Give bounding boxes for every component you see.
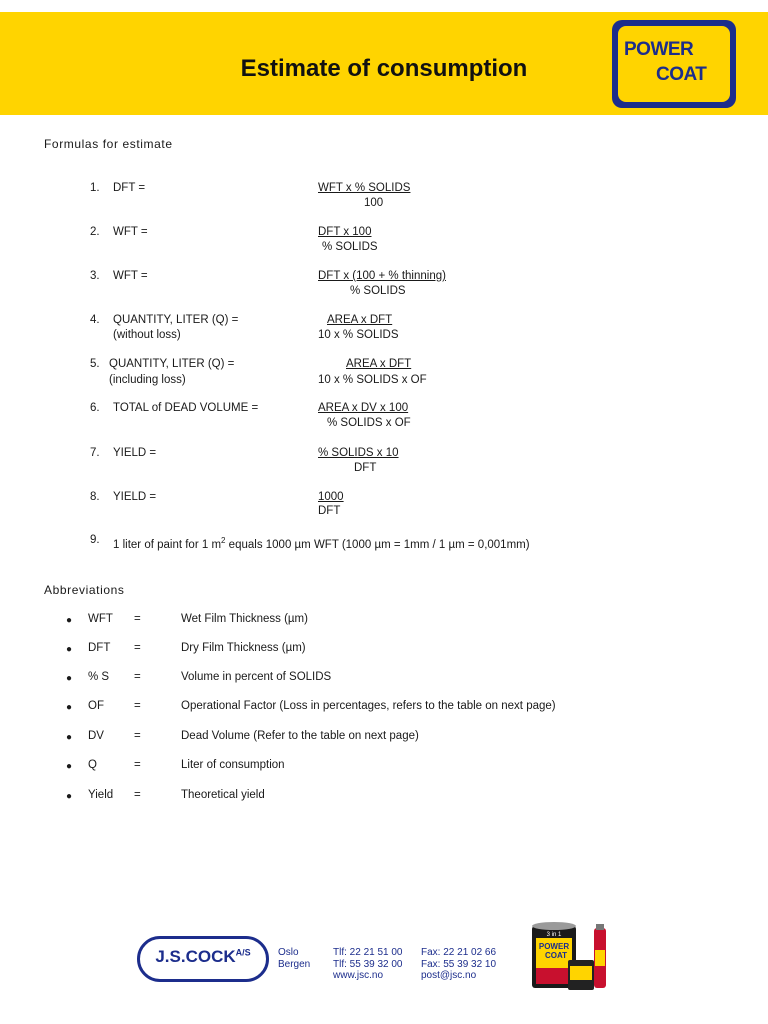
formula-denominator: % SOLIDS — [350, 285, 406, 297]
power-coat-logo — [612, 20, 736, 108]
formula-denominator: DFT — [354, 462, 377, 474]
formula-note: (including loss) — [109, 374, 186, 386]
phone-bergen: Tlf: 55 39 32 00 — [333, 959, 403, 970]
formula-denominator: DFT — [318, 505, 341, 517]
website-link[interactable]: www.jsc.no — [333, 970, 384, 981]
formula-numerator: AREA x DFT — [327, 314, 393, 326]
paint-cans-image — [528, 920, 616, 992]
can-brand-power: POWER — [538, 942, 570, 951]
phone-oslo: Tlf: 22 21 51 00 — [333, 947, 403, 958]
js-cock-logo: $J.S.COCK^{A/S}$ — [137, 936, 269, 982]
city-oslo: Oslo — [278, 947, 299, 958]
fax-oslo: Fax: 22 21 02 66 — [421, 947, 497, 958]
formula-numerator: AREA x DV x 100 — [318, 402, 409, 414]
can-brand-coat: COAT — [544, 951, 568, 960]
formula-numerator: DFT x (100 + % thinning) — [318, 270, 446, 282]
formula-denominator: 10 x % SOLIDS x OF — [318, 374, 427, 386]
formula-denominator: % SOLIDS — [322, 241, 378, 253]
formula-numerator: WFT x % SOLIDS — [318, 182, 411, 194]
formula-denominator: 100 — [364, 197, 384, 209]
logo-word-power: POWER — [624, 39, 694, 60]
fax-bergen: Fax: 55 39 32 10 — [421, 959, 497, 970]
logo-word-coat: COAT — [656, 64, 707, 85]
page-title: Estimate of consumption — [240, 55, 528, 82]
formula-9-text: 1 liter of paint for 1 $m^2$ equals 1000 µm WFT (1000 µm = 1mm / 1 µm = 0,001mm) — [113, 536, 530, 551]
can-label: 3 in 1 — [546, 932, 562, 938]
formula-numerator: 1000 — [318, 491, 344, 503]
formula-numerator: AREA x DFT — [346, 358, 412, 370]
abbreviations-heading: Abbreviations — [44, 583, 125, 597]
formula-denominator: 10 x % SOLIDS — [318, 329, 399, 341]
formula-numerator: DFT x 100 — [318, 226, 372, 238]
formulas-heading: Formulas for estimate — [44, 137, 173, 151]
city-bergen: Bergen — [278, 959, 311, 970]
email-link[interactable]: post@jsc.no — [421, 970, 477, 981]
formula-note: (without loss) — [113, 329, 181, 341]
formula-denominator: % SOLIDS x OF — [327, 417, 411, 429]
formula-numerator: % SOLIDS x 10 — [318, 447, 399, 459]
